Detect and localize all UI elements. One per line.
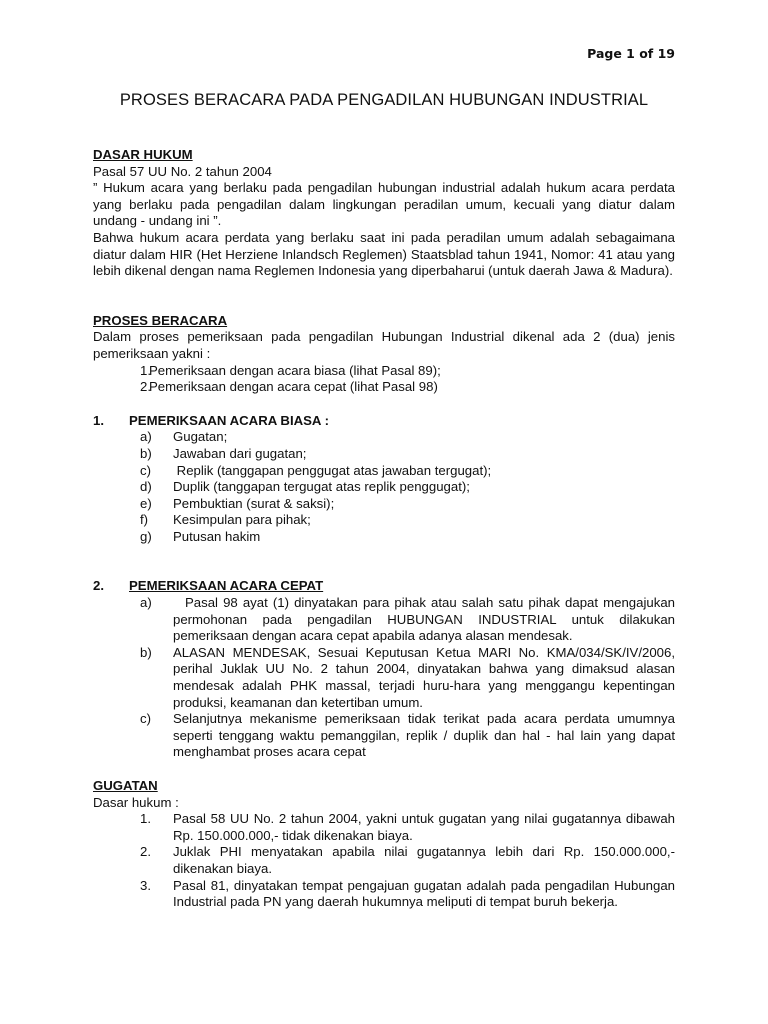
list-number: 2. bbox=[140, 844, 151, 860]
dasar-hukum-quote: ” Hukum acara yang berlaku pada pengadilan hubungan industrial adalah hukum acara perdata yang berlaku pada pengadilan dalam lingkungan peradilan umum, kecuali yang diatur dalam undang - undang ini ”. bbox=[93, 180, 675, 229]
list-letter: c) bbox=[140, 462, 151, 478]
list-item bbox=[93, 811, 675, 844]
list-text: Juklak PHI menyatakan apabila nilai gugatannya lebih dari Rp. 150.000.000,- dikenakan biaya. bbox=[173, 844, 675, 876]
page-number: Page 1 of 19 bbox=[587, 46, 675, 61]
section-number: 2. bbox=[93, 578, 104, 594]
heading-proses-beracara: PROSES BERACARA bbox=[93, 312, 228, 328]
list-letter: b) bbox=[140, 644, 152, 660]
list-number: 1. bbox=[140, 362, 151, 378]
list-text: Pemeriksaan dengan acara biasa (lihat Pasal 89); bbox=[149, 362, 441, 378]
list-letter: b) bbox=[140, 445, 152, 461]
section-acara-biasa bbox=[93, 413, 675, 546]
list-item bbox=[93, 711, 675, 761]
list-text: Putusan hakim bbox=[173, 528, 261, 544]
section-gugatan bbox=[93, 778, 675, 911]
list-text: ALASAN MENDESAK, Sesuai Keputusan Ketua MARI No. KMA/034/SK/IV/2006, perihal Juklak UU No. 2 tahun 2004, dinyatakan bahwa yang dimaksud alasan mendesak adalah PHK massal, terjadi huru-hara yang menggangu kepentingan produksi, keamanan dan ketertiban umum. bbox=[173, 644, 675, 710]
list-item bbox=[93, 512, 675, 529]
heading-acara-cepat bbox=[93, 578, 675, 595]
proses-intro: Dalam proses pemeriksaan pada pengadilan Hubungan Industrial dikenal ada 2 (dua) jenis pemeriksaan yakni : bbox=[93, 329, 675, 361]
list-letter: c) bbox=[140, 711, 151, 727]
section-proses-beracara bbox=[93, 313, 675, 396]
list-item bbox=[93, 595, 675, 645]
heading-gugatan: GUGATAN bbox=[93, 778, 158, 793]
heading-acara-biasa bbox=[93, 413, 675, 430]
section-heading-text: PEMERIKSAAN ACARA BIASA : bbox=[129, 412, 330, 428]
list-text: Pemeriksaan dengan acara cepat (lihat Pasal 98) bbox=[149, 379, 438, 395]
list-item bbox=[93, 479, 675, 496]
list-letter: f) bbox=[140, 512, 149, 528]
list-text: Duplik (tanggapan tergugat atas replik penggugat); bbox=[173, 479, 470, 495]
list-number: 1. bbox=[140, 811, 151, 827]
list-letter: g) bbox=[140, 528, 152, 544]
list-letter: e) bbox=[140, 495, 152, 511]
list-text: Replik (tanggapan penggugat atas jawaban tergugat); bbox=[173, 462, 492, 478]
list-item bbox=[93, 463, 675, 480]
list-item bbox=[93, 844, 675, 877]
list-text: Pasal 98 ayat (1) dinyatakan para pihak atau salah satu pihak dapat mengajukan permohonan pada pengadilan HUBUNGAN INDUSTRIAL untuk dilakukan pemeriksaan dengan acara cepat apabila adanya alasan mendesak. bbox=[173, 595, 675, 644]
list-item bbox=[93, 878, 675, 911]
dasar-hukum-reference: Pasal 57 UU No. 2 tahun 2004 bbox=[93, 163, 272, 179]
list-number: 3. bbox=[140, 877, 151, 893]
list-item bbox=[93, 446, 675, 463]
list-text: Jawaban dari gugatan; bbox=[173, 445, 307, 461]
list-text: Pasal 81, dinyatakan tempat pengajuan gugatan adalah pada pengadilan Hubungan Industrial pada PN yang daerah hukumnya meliputi di tempat buruh bekerja. bbox=[173, 877, 675, 910]
list-item bbox=[93, 496, 675, 513]
list-item bbox=[93, 429, 675, 446]
list-item bbox=[93, 645, 675, 711]
list-text: Gugatan; bbox=[173, 429, 228, 445]
document-title: PROSES BERACARA PADA PENGADILAN HUBUNGAN INDUSTRIAL bbox=[119, 91, 649, 109]
list-item bbox=[93, 529, 675, 546]
gugatan-intro: Dasar hukum : bbox=[93, 794, 179, 810]
list-number: 2. bbox=[140, 379, 151, 395]
section-number: 1. bbox=[93, 412, 104, 428]
section-heading-text: PEMERIKSAAN ACARA CEPAT bbox=[129, 578, 324, 594]
list-letter: a) bbox=[140, 429, 152, 445]
list-text: Kesimpulan para pihak; bbox=[173, 512, 311, 528]
list-text: Pasal 58 UU No. 2 tahun 2004, yakni untuk gugatan yang nilai gugatannya dibawah Rp. 150.000.000,- tidak dikenakan biaya. bbox=[173, 811, 675, 843]
section-acara-cepat bbox=[93, 578, 675, 761]
section-dasar-hukum bbox=[93, 147, 675, 280]
heading-dasar-hukum: DASAR HUKUM bbox=[93, 147, 193, 162]
document-body bbox=[93, 147, 675, 911]
list-letter: d) bbox=[140, 479, 152, 495]
list-text: Pembuktian (surat & saksi); bbox=[173, 495, 335, 511]
list-item bbox=[93, 379, 675, 396]
dasar-hukum-paragraph: Bahwa hukum acara perdata yang berlaku saat ini pada peradilan umum adalah sebagaimana diatur dalam HIR (Het Herziene Inlandsch Reglemen) Staatsblad tahun 1941, Nomor: 41 atau yang lebih dikenal dengan nama Reglemen Indonesia yang diperbaharui (untuk daerah Jawa & Madura). bbox=[93, 229, 675, 279]
list-letter: a) bbox=[140, 595, 152, 611]
list-text: Selanjutnya mekanisme pemeriksaan tidak terikat pada acara perdata umumnya seperti tenggang waktu pemanggilan, replik / duplik dan hal - hal lain yang dapat menghambat proses acara cepat bbox=[173, 711, 675, 760]
list-item bbox=[93, 363, 675, 380]
